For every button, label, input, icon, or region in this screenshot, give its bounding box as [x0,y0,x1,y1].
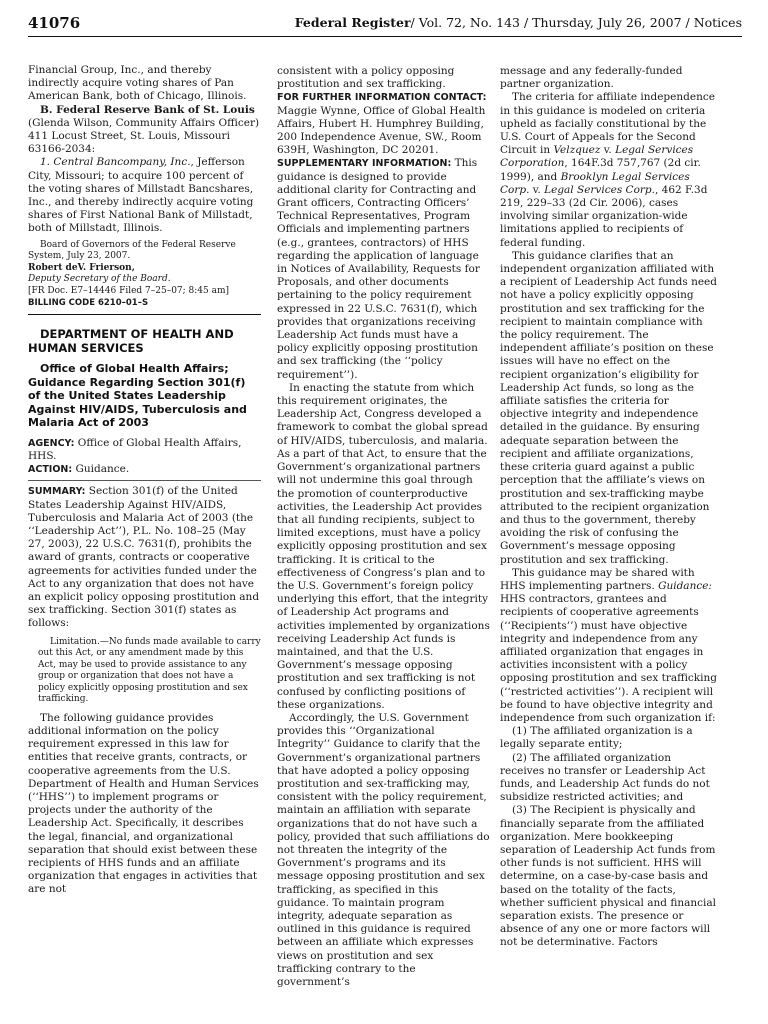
action-line [28,463,261,476]
statute-quote: Limitation.—No funds made available to carry out this Act, or any amendment made by this Act, may be used to provide assistance to any group or organization that does not have a policy explicitly opposing prostitution and sex trafficking. [38,636,261,705]
paragraph: message and any federally-funded partner organization. [500,65,683,91]
list-item: (1) The affiliated organization is a legally separate entity; [500,725,693,751]
billing-code: BILLING CODE 6210–01–S [28,298,149,309]
case-name: Legal Services Corporation [500,144,694,170]
list-item: (3) The Recipient is physically and financially separate from the affiliated organization. Mere bookkeeping separation of Leadership Act funds from other funds is not sufficient. HHS will determine, on a case-by-case basis and based on the totality of the facts, whether sufficient physical and financial separation exists. The presence or absence of any one or more factors will not be determinative. Factors [500,804,716,949]
agency-text: Office of Global Health Affairs, HHS. [28,436,242,463]
summary-label: SUMMARY: [28,486,86,498]
supplementary-text: This guidance is designed to provide additional clarity for Contracting and Grant officers, Contracting Officers’ Technical Representatives, Program Officials and implementing partners (e.g., grantees, contractors) of HHS regarding the application of language in Notices of Availability, Requests for Proposals, and other documents pertaining to the policy requirement expressed in 22 U.S.C. 7631(f), which provides that organizations receiving Leadership Act funds must have a policy explicitly opposing prostitution and sex trafficking (the ‘‘policy requirement’’). [277,157,480,381]
supplementary-paragraph [277,157,490,381]
contact-text: Maggie Wynne, Office of Global Health Affairs, Hubert H. Humphrey Building, 200 Independence Avenue, SW., Room 639H, Washington, DC 20201. [277,104,486,157]
paragraph-text: The criteria for affiliate independence in this guidance is modeled on criteria upheld as facially constitutional by the U.S. Court of Appeals for the Second Circuit in [500,91,715,157]
page-header [28,14,742,37]
paragraph [500,567,718,725]
case-name: Brooklyn Legal Services Corp. [500,170,690,196]
paragraph [500,91,718,249]
paragraph: Financial Group, Inc., and thereby indirectly acquire voting shares of Pan American Bank, both of Chicago, Illinois. [28,64,247,103]
paragraph-text: (Glenda Wilson, Community Affairs Officer) 411 Locust Street, St. Louis, Missouri 63166-2034: [28,116,260,156]
supplementary-label: SUPPLEMENTARY INFORMATION: [277,158,452,170]
column-3 [500,65,718,1018]
paragraph: In enacting the statute from which this requirement originates, the Leadership Act, Congress developed a framework to combat the global spread of HIV/AIDS, tuberculosis, and malaria. As a part of that Act, to ensure that the Government’s organizational partners will not undermine this goal through the promotion of counterproductive activities, the Leadership Act provides that all funding recipients, subject to limited exceptions, must have a policy explicitly opposing prostitution and sex trafficking. It is critical to the effectiveness of Congress’s plan and to the U.S. Government’s foreign policy underlying this effort, that the integrity of Leadership Act programs and activities implemented by organizations receiving Leadership Act funds is maintained, and that the U.S. Government’s message opposing prostitution and sex trafficking is not confused by conflicting positions of these organizations. [277,381,490,711]
case-name: Legal Services Corp. [544,183,655,196]
agency-line [28,437,261,463]
running-head [295,15,742,30]
paragraph [28,156,261,235]
issue-info: / Vol. 72, No. 143 / Thursday, July 26, 2007 / Notices [410,15,742,30]
company-name: 1. Central Bancompany, Inc. [40,156,191,169]
paragraph: consistent with a policy opposing prostitution and sex trafficking. [277,65,455,91]
document-title: Office of Global Health Affairs; Guidance Regarding Section 301(f) of the United States Leadership Against HIV/AIDS, Tuberculosis and Malaria Act of 2003 [28,362,247,430]
signer-name: Robert deV. Frierson, [28,262,135,273]
paragraph-text: This guidance may be shared with HHS implementing partners. [500,566,695,592]
paragraph-text: , 164F.3d 757,767 (2d cir. 1999), and [500,157,701,183]
list-item: (2) The affiliated organization receives no transfer or Leadership Act funds, and Leadership Act funds do not subsidize restricted activities; and [500,751,710,804]
column-2 [277,65,490,1018]
summary-text: Section 301(f) of the United States Leadership Against HIV/AIDS, Tuberculosis and Malaria Act of 2003 (the ‘‘Leadership Act’’), P.L. No. 108–25 (May 27, 2003), 22 U.S.C. 7631(f), prohibits the award of grants, contracts or cooperative agreements for activities funded under the Act to any organization that does not have an explicit policy opposing prostitution and sex trafficking. Section 301(f) states as follows: [28,485,260,630]
page-number: 41076 [28,14,81,32]
paragraph: This guidance clarifies that an independent organization affiliated with a recipient of Leadership Act funds need not have a policy explicitly opposing prostitution and sex trafficking for the recipient to maintain compliance with the policy requirement. The independent affiliate’s position on these issues will have no effect on the recipient organization’s eligibility for Leadership Act funds, so long as the affiliate satisfies the criteria for objective integrity and independence detailed in the guidance. By ensuring adequate separation between the recipient and affiliate organizations, these criteria guard against a public perception that the affiliate’s views on prostitution and sex-trafficking maybe attributed to the recipient organization and thus to the government, thereby avoiding the risk of confusing the Government’s message opposing prostitution and sex trafficking. [500,249,717,566]
paragraph: Accordingly, the U.S. Government provides this ‘‘Organizational Integrity’’ Guidance to clarify that the Government’s organizational partners that have adopted a policy opposing prostitution and sex-trafficking may, consistent with the policy requirement, maintain an affiliation with separate organizations that do not have such a policy, provided that such affiliations do not threaten the integrity of the Government’s programs and its message opposing prostitution and sex trafficking, as specified in this guidance. To maintain program integrity, adequate separation as outlined in this guidance is required between an affiliate which expresses views on prostitution and sex trafficking contrary to the government’s [277,711,490,989]
board-date: Board of Governors of the Federal Reserve System, July 23, 2007. [28,239,236,262]
publication-name: Federal Register [294,15,411,30]
department-heading: DEPARTMENT OF HEALTH AND HUMAN SERVICES [28,327,234,356]
column-1 [28,64,261,1018]
case-versus: v. [600,144,616,157]
action-text: Guidance. [72,463,130,476]
paragraph [28,104,261,157]
paragraph-text: HHS contractors, grantees and recipients of cooperative agreements (‘‘Recipients’’) must have objective integrity and independence from any affiliated organization that engages in activities inconsistent with a policy opposing prostitution and sex trafficking (‘‘restricted activities’’). A recipient will be found to have objective integrity and independence from such organization if: [500,593,718,724]
paragraph-text: , 462 F.3d 219, 229–33 (2d Cir. 2006), cases involving similar organization-wide limitations applied to recipients of federal funding. [500,183,708,249]
guidance-label: Guidance: [658,579,712,592]
fr-doc: [FR Doc. E7–14446 Filed 7–25–07; 8:45 am] [28,285,230,296]
contact-label: FOR FURTHER INFORMATION CONTACT: [277,92,487,104]
paragraph: The following guidance provides additional information on the policy requirement expressed in this law for entities that receive grants, contracts, or cooperative agreements from the U.S. Department of Health and Human Services (‘‘HHS’’) to implement programs or projects under the authority of the Leadership Act. Specifically, it describes the legal, financial, and organizational separation that should exist between these recipients of HHS funds and an affiliate organization that engages in activities that are not [28,711,259,896]
agency-label: AGENCY: [28,437,75,449]
action-label: ACTION: [28,464,73,476]
paragraph-text: , Jefferson City, Missouri; to acquire 100 percent of the voting shares of Millstadt Bancshares, Inc., and thereby indirectly acquire voting shares of First National Bank of Millstadt, both of Millstadt, Illinois. [28,156,254,235]
signer-title: Deputy Secretary of the Board. [28,274,171,285]
case-name: Velzquez [553,144,601,157]
bank-heading: B. Federal Reserve Bank of St. Louis [40,103,255,116]
case-versus: v. [529,183,545,196]
summary-paragraph [28,485,261,630]
